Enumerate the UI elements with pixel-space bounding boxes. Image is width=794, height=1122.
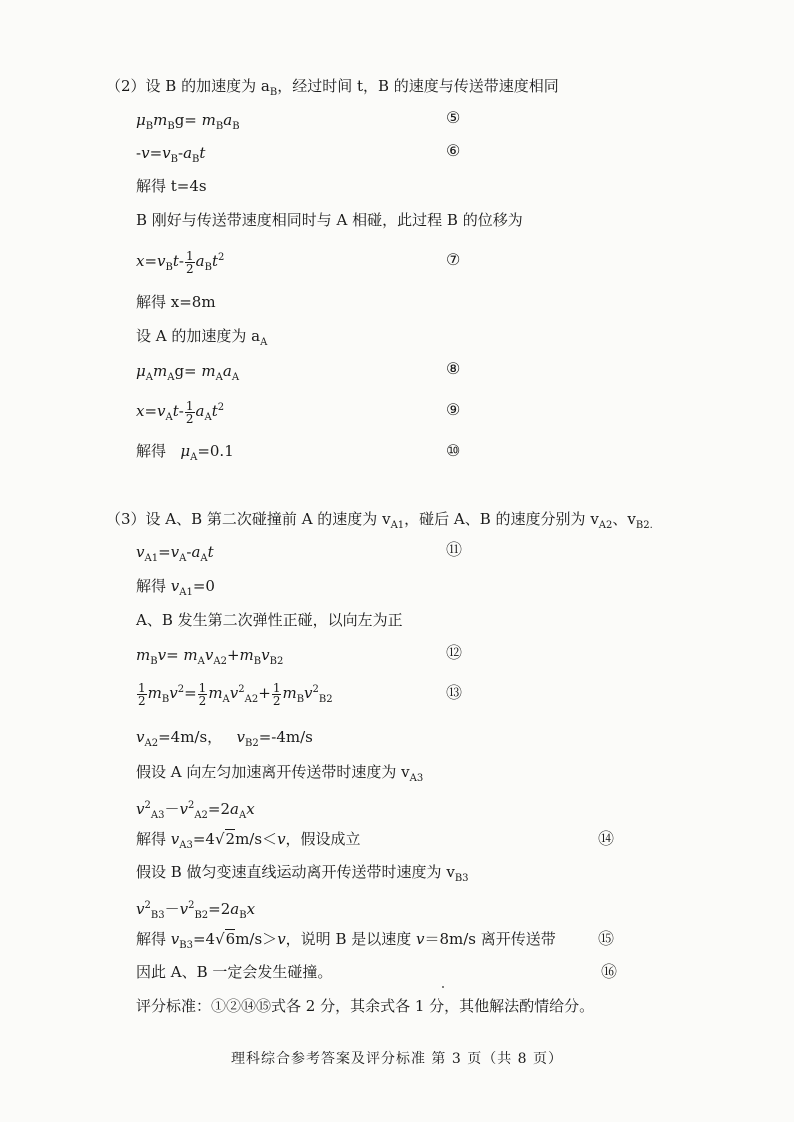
eq-11: $v_{A1}=v_A-a_At$ bbox=[136, 543, 214, 564]
solve-x: 解得 x=8m bbox=[136, 293, 216, 311]
eq-6: $-v=v_B-a_Bt$ bbox=[136, 144, 206, 165]
tag-6: ⑥ bbox=[446, 141, 461, 160]
tag-5: ⑤ bbox=[446, 108, 461, 127]
tag-13: ⑬ bbox=[446, 683, 463, 702]
result-v: $v_{A2}=4m/s$， $v_{B2}=-4m/s$ bbox=[136, 728, 313, 749]
part2-title: （2）设 B 的加速度为 $a_B$，经过时间 t，B 的速度与传送带速度相同 bbox=[106, 77, 559, 98]
eq-13: $\frac{1}{2}$ $m_Bv^2=$ $\frac{1}{2}$ $m_Av^2_{A2}+$ $\frac{1}{2}$ $m_Bv^2_{B2}$ bbox=[138, 680, 333, 708]
page-footer: 理科综合参考答案及评分标准 第 3 页（共 8 页） bbox=[230, 1051, 564, 1067]
b-meet-text: B 刚好与传送带速度相同时与 A 相碰，此过程 B 的位移为 bbox=[136, 211, 523, 229]
eq-12: $m_Bv= m_Av_{A2}+m_Bv_{B2}$ bbox=[136, 646, 284, 667]
eq-b3: $v^2_{B3}-v^2_{B2}=2a_Bx$ bbox=[136, 900, 256, 921]
tag-11: ⑪ bbox=[446, 540, 463, 559]
assume-b-text: 假设 B 做匀变速直线运动离开传送带时速度为 $v_{B3}$ bbox=[136, 863, 469, 884]
tag-15: ⑮ bbox=[598, 929, 615, 948]
assume-a-text: 假设 A 向左匀加速离开传送带时速度为 $v_{A3}$ bbox=[136, 763, 424, 784]
tag-7: ⑦ bbox=[446, 250, 461, 269]
scoring-text: 评分标准：①②⑭⑮式各 2 分，其余式各 1 分，其他解法酌情给分。 bbox=[136, 997, 595, 1015]
part3-title: （3）设 A、B 第二次碰撞前 A 的速度为 $v_{A1}$，碰后 A、B 的速度分别为 $v_{A2}$、$v_{B2.}$ bbox=[106, 510, 653, 531]
eq-8: $\mu_Am_Ag= m_Aa_A$ bbox=[136, 362, 240, 383]
tag-8: ⑧ bbox=[446, 359, 461, 378]
tag-10: ⑩ bbox=[446, 441, 461, 460]
conclusion-text: 因此 A、B 一定会发生碰撞。 bbox=[136, 963, 333, 981]
solve-va1: 解得 $v_{A1}=0$ bbox=[136, 577, 215, 598]
solve-vb3: 解得 $v_{B3}=4√6m/s>v$，说明 B 是以速度 v＝8m/s 离开传送带 bbox=[136, 930, 556, 951]
speck bbox=[442, 986, 444, 988]
tag-16: ⑯ bbox=[601, 962, 618, 981]
a-accel-text: 设 A 的加速度为 $a_A$ bbox=[136, 327, 268, 348]
solve-mu: 解得 $\mu_A=0.1$ bbox=[136, 442, 234, 463]
solve-t: 解得 t=4s bbox=[136, 177, 207, 195]
eq-9: $x=v_At-$ $\frac{1}{2}$ $a_At^2$ bbox=[136, 398, 225, 426]
eq-a3: $v^2_{A3}-v^2_{A2}=2a_Ax$ bbox=[136, 800, 255, 821]
tag-14: ⑭ bbox=[598, 829, 615, 848]
eq-7: $x=v_Bt-$ $\frac{1}{2}$ $a_Bt^2$ bbox=[136, 248, 225, 276]
tag-9: ⑨ bbox=[446, 400, 461, 419]
eq-5: $\mu_Bm_Bg= m_Ba_B$ bbox=[136, 111, 240, 132]
collision-text: A、B 发生第二次弹性正碰，以向左为正 bbox=[136, 611, 403, 629]
tag-12: ⑫ bbox=[446, 643, 463, 662]
solve-va3: 解得 $v_{A3}=4√2m/s<v$，假设成立 bbox=[136, 830, 361, 851]
